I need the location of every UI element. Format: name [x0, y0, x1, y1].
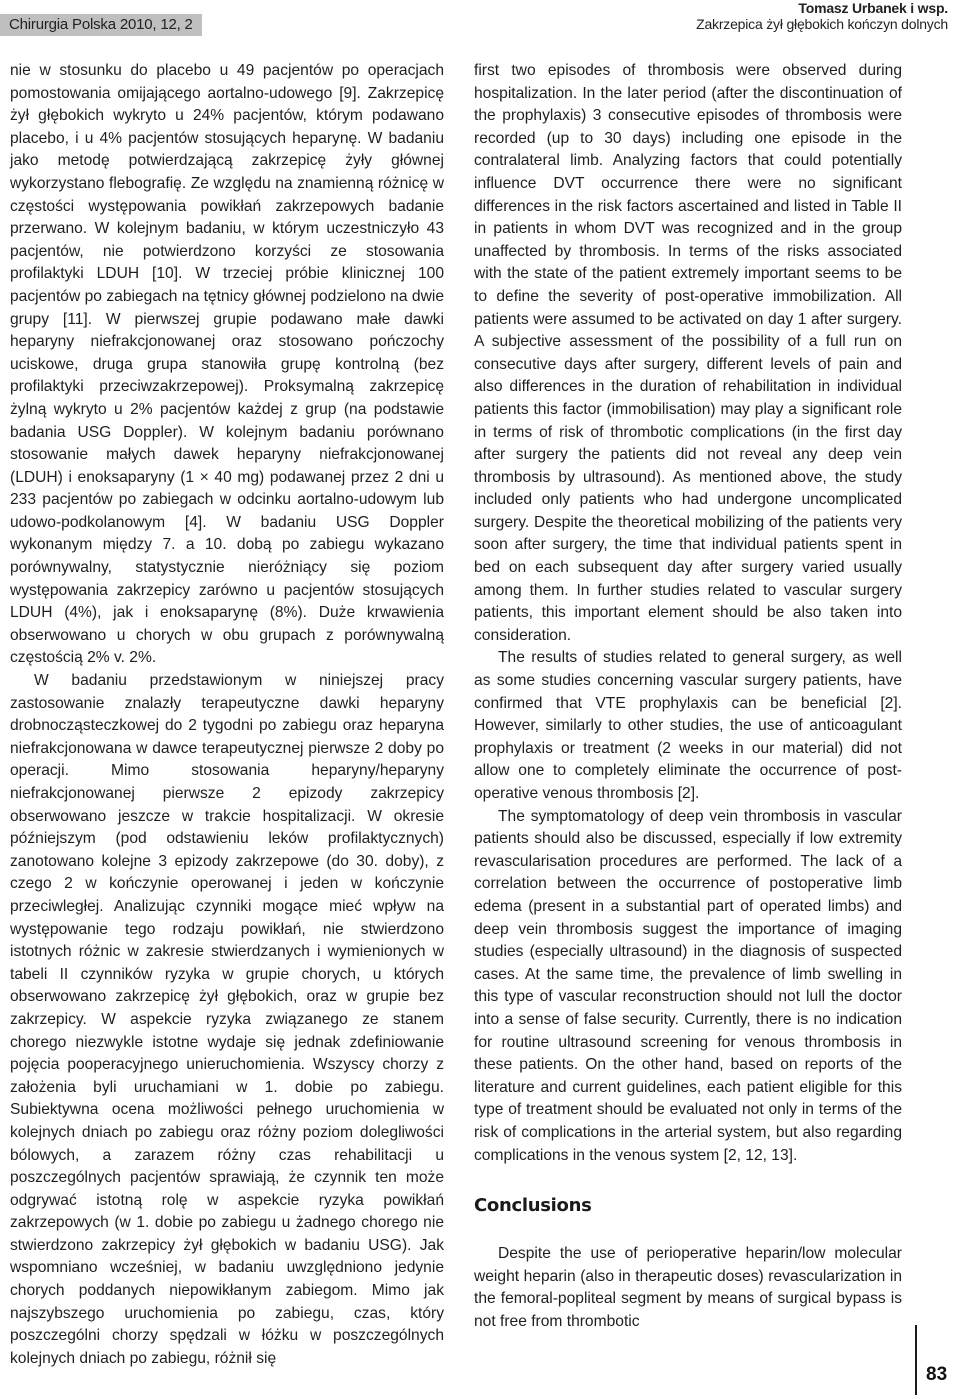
- right-paragraph-1: first two episodes of thrombosis were observed during hospitalization. In the later period (after the discontinuation of the prophylaxis) 3 consecutive episodes of thrombosis were recorded (up to 30 days) including one episode in the contralateral limb. Analyzing factors that could potentially influence DVT occurrence there were no significant differences in the risk factors ascertained and listed in Table II in patients in whom DVT was recognized and in the group unaffected by thrombosis. In terms of the risks associated with the state of the patient extremely important seems to be to define the severity of post-operative immobilization. All patients were assumed to be activated on day 1 after surgery. A subjective assessment of the possibility of a full run on consecutive days after surgery, different levels of pain and also differences in the duration of rehabilitation in individual patients this factor (immobilisation) may play a significant role in terms of risk of thrombotic complications (in the first day after surgery the patients did not reveal any deep vein thrombosis by ultrasound). As mentioned above, the study included only patients who had undergone uncomplicated surgery. Despite the theoretical mobilizing of the patients very soon after surgery, the time that individual patients spent in bed on each subsequent day after surgery varied usually among them. In further studies related to vascular surgery patients, this important element should be also taken into consideration.: [474, 62, 902, 644]
- right-column: [474, 60, 902, 1333]
- conclusions-heading: Conclusions: [474, 1195, 592, 1217]
- right-paragraph-2: The results of studies related to general surgery, as well as some studies concerning vascular surgery patients, have confirmed that VTE prophylaxis can be beneficial [2]. However, similarly to other studies, the use of anticoagulant prophylaxis or treatment (2 weeks in our material) did not allow one to completely eliminate the occurrence of post-operative venous thrombosis [2].: [474, 649, 902, 802]
- header-running-title: Zakrzepica żył głębokich kończyn dolnych: [696, 16, 948, 32]
- left-paragraph-1: nie w stosunku do placebo u 49 pacjentów po operacjach pomostowania omijającego aortalno-udowego [9]. Zakrzepicę żył głębokich wykryto u 24% pacjentów, którym podawano placebo, i u 4% pacjentów stosujących heparynę. W badaniu jako metodę potwierdzającą zakrzepicę żyły głównej wykorzystano flebografię. Ze względu na znamienną różnicę w częstości występowania powikłań zakrzepowych badanie przerwano. W kolejnym badaniu, w którym uczestniczyło 43 pacjentów, nie potwierdzono korzyści ze stosowania profilaktyki LDUH [10]. W trzeciej próbie klinicznej 100 pacjentów po zabiegach na tętnicy głównej podzielono na dwie grupy [11]. W pierwszej grupie podawano małe dawki heparyny niefrakcjonowanej oraz stosowano pończochy uciskowe, druga grupa stanowiła grupę kontrolną (bez profilaktyki przeciwzakrzepowej). Proksymalną zakrzepicę żylną wykryto u 2% pacjentów każdej z grup (na podstawie badania USG Doppler). W kolejnym badaniu porównano stosowanie małych dawek heparyny niefrakcjonowanej (LDUH) i enoksaparyny (1 × 40 mg) podawanej przez 2 dni u 233 pacjentów po zabiegach w odcinku aortalno-udowym lub udowo-podkolanowym [4]. W badaniu USG Doppler wykonanym między 7. a 10. dobą po zabiegu wykazano porównywalny, statystycznie nieróżniący się poziom występowania zakrzepicy zarówno u pacjentów stosujących LDUH (4%), jak i enoksaparynę (8%). Duże krwawienia obserwowano u chorych w obu grupach z porównywalną częstością 2% v. 2%.: [10, 62, 444, 667]
- header-authors: Tomasz Urbanek i wsp.: [798, 0, 948, 16]
- page-side-rule: [915, 1325, 917, 1395]
- page-number: 83: [926, 1364, 948, 1385]
- left-paragraph-2: W badaniu przedstawionym w niniejszej pracy zastosowanie znalazły terapeutyczne dawki heparyny drobnocząsteczkowej do 2 tygodni po zabiegu oraz heparyna niefrakcjonowana w dawce terapeutycznej pierwsze 2 doby po operacji. Mimo stosowania heparyny/heparyny niefrakcjonowanej pierwsze 2 epizody zakrzepicy obserwowano jeszcze w trakcie hospitalizacji. W okresie późniejszym (pod odstawieniu leków profilaktycznych) zanotowano kolejne 3 epizody zakrzepowe (do 30. doby), z czego 2 w kończynie operowanej i jeden w kończynie przeciwległej. Analizując czynniki mogące mieć wpływ na występowanie tego rodzaju powikłań, nie stwierdzono istotnych różnic w zakresie stwierdzanych i wymienionych w tabeli II czynników ryzyka w grupie chorych, u których obserwowano zakrzepicę żył głębokich, oraz w grupie bez zakrzepicy. W aspekcie ryzyka związanego ze stanem chorego niezwykle istotne wydaje się jednak zdefiniowanie pojęcia pooperacyjnego unieruchomienia. Wszyscy chorzy z założenia byli uruchamiani w 1. dobie po zabiegu. Subiektywna ocena możliwości pełnego uruchomienia w kolejnych dniach po zabiegu oraz różny poziom dolegliwości bólowych, a zarazem różny czas rehabilitacji u poszczególnych pacjentów sprawiają, że czynnik ten może odgrywać istotną rolę w aspekcie ryzyka powikłań zakrzepowych (w 1. dobie po zabiegu u żadnego chorego nie stwierdzono zakrzepicy żył głębokich w badaniu USG). Jak wspomniano wcześniej, w badaniu uwzględniono jedynie chorych poddanych niepowikłanym zabiegom. Mimo jak najszybszego uruchomienia po zabiegu, czas, który poszczególni chorzy spędzali w łóżku w poszczególnych kolejnych dniach po zabiegu, różnił się: [10, 672, 444, 1367]
- right-paragraph-3: The symptomatology of deep vein thrombosis in vascular patients should also be discussed, especially if low extremity revascularisation procedures are performed. The lack of a correlation between the occurrence of postoperative limb edema (present in a substantial part of operated limbs) and deep vein thrombosis suggest the importance of imaging studies (especially ultrasound) in the diagnosis of suspected cases. At the same time, the prevalence of limb swelling in this type of vascular reconstruction should not lull the doctor into a sense of false security. Currently, there is no indication for routine ultrasound screening for venous thrombosis in these patients. On the other hand, based on reports of the literature and current guidelines, each patient eligible for this type of treatment should be evaluated not only in terms of the risk of complications in the arterial system, but also regarding complications in the venous system [2, 12, 13].: [474, 807, 902, 1164]
- left-column: [10, 60, 444, 1370]
- right-paragraph-4: Despite the use of perioperative heparin/low molecular weight heparin (also in therapeutic doses) revascularization in the femoral-popliteal segment by means of surgical bypass is not free from thrombotic: [474, 1245, 902, 1330]
- running-header: [696, 0, 948, 32]
- journal-header: Chirurgia Polska 2010, 12, 2: [0, 14, 202, 36]
